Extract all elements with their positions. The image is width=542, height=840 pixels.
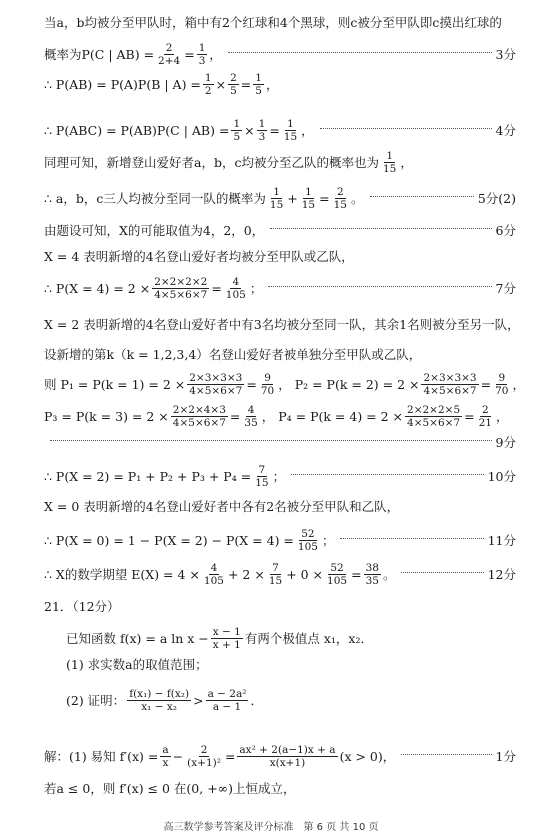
line-content: [44, 346, 421, 363]
text-segment: ∴ P(X = 2) = P₁ + P₂ + P₃ + P₄ =: [44, 469, 252, 484]
numerator: 2×2×2×5: [407, 404, 461, 416]
fraction: [257, 118, 268, 143]
fraction: [224, 276, 248, 301]
text-segment: 已知函数 f(x) = a ln x −: [66, 631, 209, 646]
line-content: [44, 780, 295, 797]
text-segment: X = 2 表明新增的4名登山爱好者中有3名均被分至同一队，其余1名则被分至另一队，: [44, 317, 520, 332]
text-segment: X = 0 表明新增的4名登山爱好者中各有2名被分至甲队和乙队，: [44, 499, 400, 514]
text-segment: ，: [265, 77, 279, 92]
text-segment: 。: [350, 191, 364, 206]
text-segment: =: [224, 749, 236, 764]
numerator: 1: [258, 118, 266, 130]
numerator: 7: [272, 562, 279, 574]
fraction: [152, 276, 209, 301]
numerator: 2: [165, 42, 173, 54]
text-segment: 21．（12分）: [44, 599, 120, 614]
text-segment: ，: [209, 47, 222, 62]
text-segment: ，: [301, 123, 314, 138]
text-segment: ，: [400, 155, 413, 170]
line-content: [66, 626, 373, 651]
page-footer: 高三数学参考答案及评分标准 第 6 页 共 10 页: [163, 822, 379, 833]
numerator: 2: [200, 744, 208, 756]
text-segment: ， P₄ = P(k = 4) = 2 ×: [261, 409, 404, 424]
solution-line: [44, 42, 516, 67]
fraction: [171, 404, 228, 429]
leader-dots: [268, 286, 491, 287]
solution-line: [44, 780, 516, 797]
text-segment: + 2 ×: [227, 567, 265, 582]
numerator: 2×2×4×3: [172, 404, 226, 416]
denominator: 5: [230, 85, 237, 97]
text-segment: =: [246, 377, 257, 392]
text-segment: ；: [321, 533, 335, 548]
leader-dots: [401, 754, 491, 755]
score-mark: 7分: [495, 281, 516, 296]
numerator: 2×2×2×2: [154, 276, 208, 288]
denominator: 5: [233, 131, 241, 143]
denominator: x + 1: [212, 639, 241, 651]
solution-line: [44, 404, 516, 429]
numerator: 9: [498, 372, 506, 384]
text-segment: (1) 求实数a的取值范围；: [66, 657, 208, 672]
numerator: 1: [287, 118, 294, 130]
text-segment: −: [172, 749, 184, 764]
text-segment: ∴ P(AB) = P(A)P(B | A) =: [44, 77, 201, 92]
numerator: 4: [210, 562, 218, 574]
text-segment: X = 4 表明新增的4名登山爱好者均被分至甲队或乙队，: [44, 249, 354, 264]
text-segment: =: [184, 47, 195, 62]
solution-line: [44, 498, 516, 515]
denominator: x₁ − x₂: [141, 701, 178, 713]
line-content: [44, 186, 364, 211]
text-segment: =: [351, 567, 362, 582]
fraction: [187, 372, 244, 397]
numerator: 2: [230, 72, 237, 84]
fraction: [477, 404, 494, 429]
text-segment: ∴ P(X = 0) = 1 − P(X = 2) − P(X = 4) =: [44, 533, 294, 548]
fraction: [421, 372, 478, 397]
solution-line: [66, 656, 516, 673]
fraction: [160, 744, 170, 769]
numerator: 1: [255, 72, 262, 84]
denominator: 5: [255, 85, 262, 97]
fraction: [381, 150, 398, 175]
solution-line: [66, 626, 516, 651]
numerator: a − 2a²: [207, 688, 247, 700]
denominator: 35: [244, 417, 258, 429]
fraction: [253, 72, 264, 97]
line-content: [44, 404, 509, 429]
text-segment: P₃ = P(k = 3) = 2 ×: [44, 409, 169, 424]
solution-line: [44, 150, 516, 175]
text-segment: 同理可知，新增登山爱好者a，b，c均被分至乙队的概率也为: [44, 155, 379, 170]
numerator: 52: [301, 528, 315, 540]
text-segment: 设新增的第k（k = 1,2,3,4）名登山爱好者被单独分至甲队或乙队，: [44, 347, 422, 362]
leader-dots: [228, 52, 492, 53]
line-content: [44, 744, 395, 769]
score-mark: 6分: [495, 223, 516, 238]
line-content: [44, 222, 264, 239]
fraction: [259, 372, 276, 397]
fraction: [237, 744, 337, 769]
line-content: [44, 118, 314, 143]
solution-line: [44, 14, 516, 31]
text-segment: (x > 0)，: [339, 749, 396, 764]
solution-line: [44, 118, 516, 143]
fraction: [185, 744, 223, 769]
denominator: 4×5×6×7: [423, 385, 477, 397]
numerator: 1: [233, 118, 241, 130]
fraction: [197, 42, 208, 67]
line-content: [44, 72, 278, 97]
leader-dots: [270, 228, 491, 229]
fraction: [206, 688, 249, 713]
solution-line: [44, 222, 516, 239]
denominator: 4×5×6×7: [154, 289, 208, 301]
numerator: 1: [386, 150, 393, 162]
solution-line: [44, 598, 516, 615]
score-mark: 1分: [495, 749, 516, 764]
numerator: 2×3×3×3: [189, 372, 243, 384]
line-content: [44, 150, 413, 175]
solution-line: [44, 434, 516, 451]
score-mark: 11分: [487, 533, 516, 548]
numerator: 1: [198, 42, 206, 54]
line-content: [44, 14, 502, 31]
numerator: 4: [247, 404, 255, 416]
denominator: 105: [297, 541, 318, 553]
text-segment: =: [240, 77, 252, 92]
leader-dots: [370, 196, 474, 197]
fraction: [332, 186, 349, 211]
text-segment: +: [287, 191, 298, 206]
fraction: [325, 562, 349, 587]
denominator: 15: [333, 199, 347, 211]
solution-line: [44, 464, 516, 489]
numerator: 1: [204, 72, 212, 84]
solution-line: [44, 248, 516, 265]
text-segment: 解：(1) 易知 f′(x) =: [44, 749, 159, 764]
solution-line: [44, 186, 516, 211]
text-segment: 。: [382, 567, 396, 582]
numerator: x − 1: [212, 626, 241, 638]
leader-dots: [320, 128, 492, 129]
denominator: 15: [268, 575, 283, 587]
text-segment: ∴ X的数学期望 E(X) = 4 ×: [44, 567, 200, 582]
denominator: 2: [204, 85, 212, 97]
denominator: 4×5×6×7: [189, 385, 243, 397]
solution-line: [44, 72, 516, 97]
denominator: 4×5×6×7: [172, 417, 226, 429]
text-segment: ×: [215, 77, 227, 92]
fraction: [253, 464, 270, 489]
text-segment: =: [464, 409, 475, 424]
denominator: 15: [301, 199, 316, 211]
line-content: [44, 464, 285, 489]
line-content: [44, 562, 395, 587]
denominator: 15: [382, 163, 397, 175]
fraction: [211, 626, 243, 651]
denominator: 15: [283, 131, 298, 143]
leader-dots: [401, 572, 483, 573]
text-segment: =: [229, 409, 241, 424]
fraction: [268, 186, 285, 211]
text-segment: ，: [496, 409, 509, 424]
text-segment: =: [480, 377, 492, 392]
numerator: 38: [365, 562, 379, 574]
solution-line: [44, 276, 516, 301]
line-content: [66, 656, 208, 673]
text-segment: ， P₂ = P(k = 2) = 2 ×: [278, 377, 420, 392]
numerator: 9: [264, 372, 271, 384]
fraction: [300, 186, 317, 211]
text-segment: 概率为P(C | AB) =: [44, 47, 155, 62]
line-content: [44, 316, 520, 333]
numerator: 52: [330, 562, 344, 574]
denominator: a − 1: [212, 701, 242, 713]
denominator: 15: [269, 199, 284, 211]
fraction: [228, 72, 239, 97]
numerator: 2: [336, 186, 344, 198]
fraction: [282, 118, 299, 143]
score-mark: 9分: [495, 435, 516, 450]
text-segment: 则 P₁ = P(k = 1) = 2 ×: [44, 377, 186, 392]
text-segment: ∴ P(ABC) = P(AB)P(C | AB) =: [44, 123, 230, 138]
numerator: f(x₁) − f(x₂): [129, 688, 190, 700]
leader-dots: [340, 538, 483, 539]
denominator: x: [162, 757, 169, 769]
denominator: 21: [478, 417, 492, 429]
line-content: [44, 498, 399, 515]
denominator: 3: [258, 131, 266, 143]
fraction: [405, 404, 462, 429]
fraction: [231, 118, 242, 143]
score-mark: 4分: [495, 123, 516, 138]
denominator: 105: [203, 575, 224, 587]
text-segment: ．: [250, 693, 263, 708]
text-segment: ；: [272, 469, 286, 484]
text-segment: + 0 ×: [286, 567, 324, 582]
score-mark: 12分: [487, 567, 516, 582]
numerator: 2: [481, 404, 489, 416]
score-mark: 3分: [495, 47, 516, 62]
fraction: [203, 72, 214, 97]
text-segment: ；: [249, 281, 263, 296]
leader-dots: [50, 440, 492, 441]
denominator: 2+4: [158, 55, 181, 67]
fraction: [267, 562, 284, 587]
text-segment: ×: [244, 123, 255, 138]
numerator: ax² + 2(a−1)x + a: [239, 744, 336, 756]
text-segment: (2) 证明：: [66, 693, 126, 708]
text-segment: 有两个极值点 x₁，x₂．: [244, 631, 373, 646]
text-segment: =: [211, 281, 222, 296]
fraction: [127, 688, 191, 713]
score-mark: 5分(2): [477, 191, 516, 206]
denominator: 70: [495, 385, 509, 397]
line-content: [44, 42, 222, 67]
solution-line: [44, 562, 516, 587]
text-segment: =: [269, 123, 280, 138]
text-segment: ，: [512, 377, 525, 392]
text-segment: >: [193, 693, 204, 708]
line-content: [44, 598, 120, 615]
fraction: [493, 372, 510, 397]
fraction: [364, 562, 381, 587]
denominator: 15: [255, 477, 269, 489]
text-segment: 当a，b均被分至甲队时，箱中有2个红球和4个黑球，则c被分至甲队即c摸出红球的: [44, 15, 502, 30]
solution-line: [66, 688, 516, 713]
denominator: 4×5×6×7: [407, 417, 461, 429]
numerator: 1: [305, 186, 312, 198]
fraction: [156, 42, 182, 67]
numerator: 2×3×3×3: [423, 372, 477, 384]
line-content: [44, 528, 334, 553]
denominator: 70: [260, 385, 275, 397]
fraction: [242, 404, 259, 429]
fraction: [296, 528, 320, 553]
solution-line: [44, 316, 520, 333]
solution-line: [44, 744, 516, 769]
line-content: [44, 248, 354, 265]
denominator: 35: [365, 575, 379, 587]
solution-line: [44, 372, 525, 397]
numerator: 4: [232, 276, 240, 288]
denominator: 105: [327, 575, 348, 587]
denominator: 3: [198, 55, 206, 67]
denominator: 105: [225, 289, 246, 301]
text-segment: =: [319, 191, 330, 206]
denominator: x(x+1): [269, 757, 306, 769]
text-segment: ∴ P(X = 4) = 2 ×: [44, 281, 151, 296]
line-content: [66, 688, 263, 713]
text-segment: ∴ a，b，c三人均被分至同一队的概率为: [44, 191, 266, 206]
line-content: [44, 276, 262, 301]
text-segment: 由题设可知，X的可能取值为4，2，0，: [44, 223, 265, 238]
numerator: a: [162, 744, 169, 756]
denominator: (x+1)²: [187, 757, 221, 769]
text-segment: 若a ≤ 0，则 f′(x) ≤ 0 在(0, +∞)上恒成立，: [44, 781, 296, 796]
score-mark: 10分: [487, 469, 516, 484]
numerator: 7: [258, 464, 266, 476]
numerator: 1: [273, 186, 280, 198]
line-content: [44, 372, 525, 397]
solution-line: [44, 528, 516, 553]
fraction: [202, 562, 226, 587]
solution-line: [44, 346, 516, 363]
leader-dots: [291, 474, 484, 475]
